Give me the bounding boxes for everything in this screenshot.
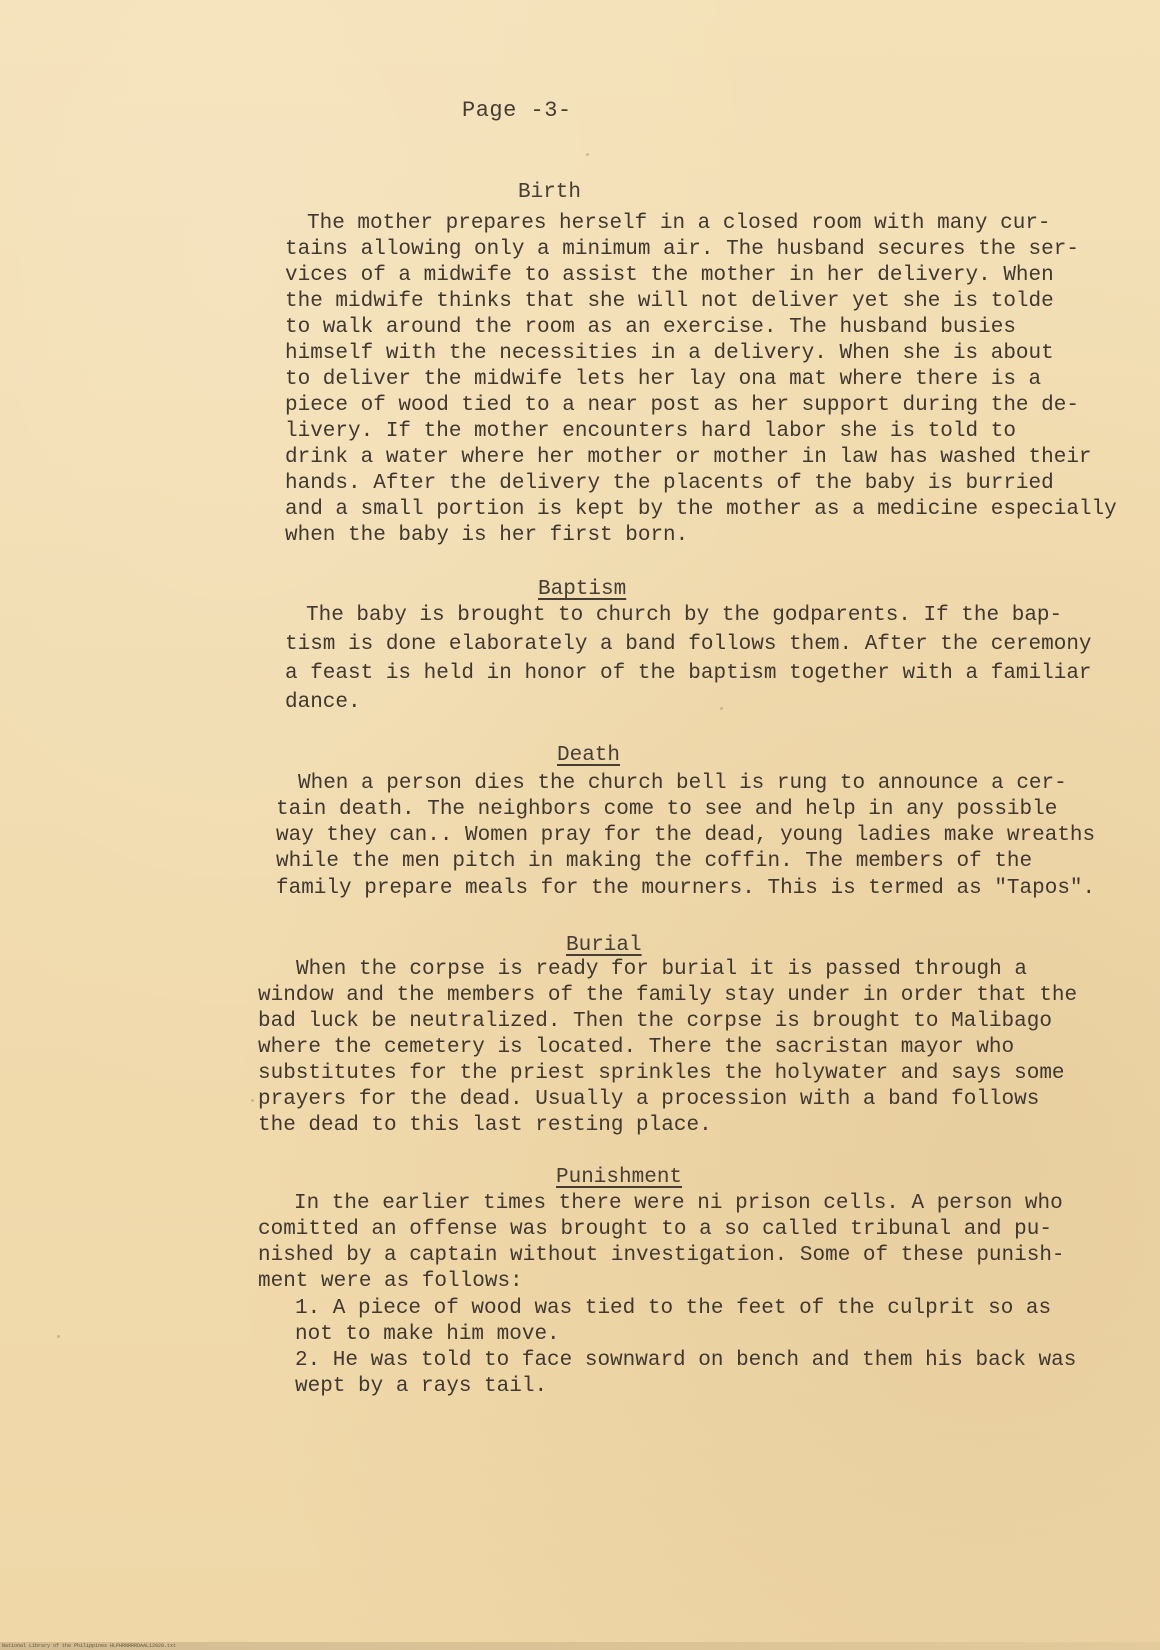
birth-line: when the baby is her first born. [285, 524, 689, 547]
punishment-line: ment were as follows: [258, 1270, 523, 1293]
burial-line: When the corpse is ready for burial it is passed through a [296, 958, 1027, 981]
section-heading-death: Death [557, 744, 621, 767]
death-line: while the men pitch in making the coffin. The members of the [276, 850, 1033, 873]
section-heading-punishment: Punishment [556, 1166, 683, 1189]
birth-line: to deliver the midwife lets her lay ona mat where there is a [285, 368, 1042, 391]
burial-line: window and the members of the family stay under in order that the [258, 984, 1078, 1007]
punishment-list-item: not to make him move. [295, 1323, 560, 1346]
burial-line: bad luck be neutralized. Then the corpse is brought to Malibago [258, 1010, 1052, 1033]
death-line: family prepare meals for the mourners. This is termed as "Tapos". [276, 877, 1096, 900]
punishment-line: In the earlier times there were ni prison cells. A person who [294, 1192, 1063, 1215]
death-line: tain death. The neighbors come to see and help in any possible [276, 798, 1058, 821]
punishment-line: comitted an offense was brought to a so called tribunal and pu- [258, 1218, 1052, 1241]
paper-speck [57, 1335, 60, 1338]
birth-line: himself with the necessities in a delivery. When she is about [285, 342, 1054, 365]
death-line: When a person dies the church bell is rung to announce a cer- [298, 772, 1067, 795]
birth-line: The mother prepares herself in a closed room with many cur- [307, 212, 1051, 235]
section-heading-burial: Burial [566, 934, 642, 957]
punishment-line: nished by a captain without investigation. Some of these punish- [258, 1244, 1065, 1267]
page-header: Page -3- [462, 98, 572, 123]
burial-line: where the cemetery is located. There the sacristan mayor who [258, 1036, 1015, 1059]
burial-line: prayers for the dead. Usually a procession with a band follows [258, 1088, 1040, 1111]
birth-line: vices of a midwife to assist the mother in her delivery. When [285, 264, 1054, 287]
birth-line: to walk around the room as an exercise. The husband busies [285, 316, 1016, 339]
punishment-list-item: 1. A piece of wood was tied to the feet of the culprit so as [295, 1297, 1052, 1320]
baptism-line: tism is done elaborately a band follows them. After the ceremony [285, 633, 1092, 656]
birth-line: and a small portion is kept by the mother as a medicine especially [285, 498, 1117, 521]
death-line: way they can.. Women pray for the dead, young ladies make wreaths [276, 824, 1096, 847]
birth-line: the midwife thinks that she will not deliver yet she is tolde [285, 290, 1054, 313]
punishment-list-item: 2. He was told to face sownward on bench and them his back was [295, 1349, 1077, 1372]
baptism-line: a feast is held in honor of the baptism together with a familiar [285, 662, 1092, 685]
paper-speck [720, 707, 723, 710]
burial-line: substitutes for the priest sprinkles the holywater and says some [258, 1062, 1065, 1085]
section-heading-birth: Birth [518, 181, 582, 204]
birth-line: hands. After the delivery the placents of the baby is burried [285, 472, 1054, 495]
birth-line: drink a water where her mother or mother in law has washed their [285, 446, 1092, 469]
scan-footer-strip [0, 1642, 1160, 1650]
section-heading-baptism: Baptism [538, 578, 627, 601]
birth-line: livery. If the mother encounters hard labor she is told to [285, 420, 1016, 443]
burial-line: the dead to this last resting place. [258, 1114, 712, 1137]
punishment-list-item: wept by a rays tail. [295, 1375, 548, 1398]
scan-footer-text: National Library of the Philippines HLPHRNRRRDAAL12020.txt [2, 1643, 177, 1649]
birth-line: piece of wood tied to a near post as her support during the de- [285, 394, 1079, 417]
birth-line: tains allowing only a minimum air. The husband secures the ser- [285, 238, 1079, 261]
baptism-line: dance. [285, 691, 361, 714]
paper-speck [586, 153, 589, 156]
baptism-line: The baby is brought to church by the godparents. If the bap- [306, 604, 1063, 627]
paper-speck [251, 1099, 254, 1102]
